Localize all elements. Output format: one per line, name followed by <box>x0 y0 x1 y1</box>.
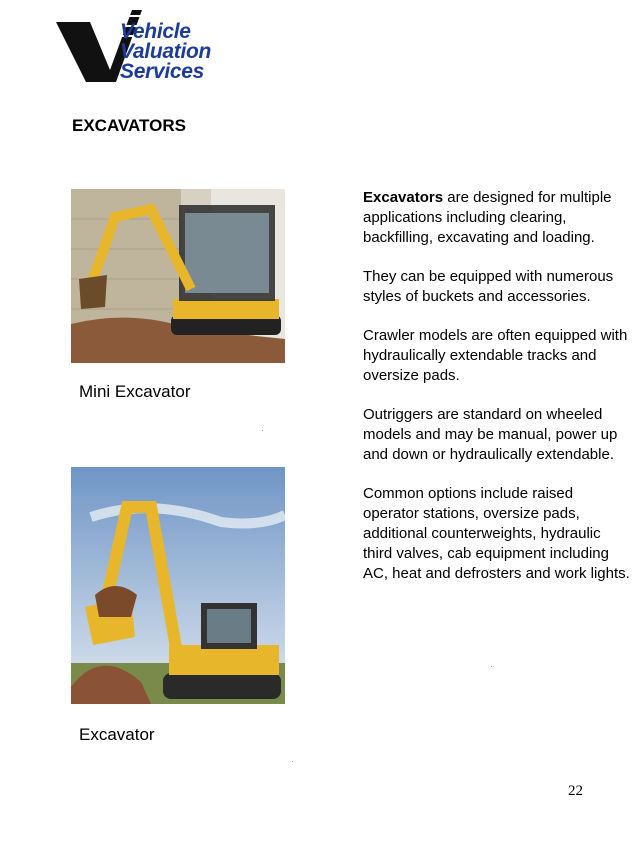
page-title: EXCAVATORS <box>72 116 186 135</box>
stray-dot <box>262 430 263 431</box>
stray-dot <box>491 666 492 667</box>
stray-dot <box>292 761 293 762</box>
intro-rest: are designed for multiple applications including clearing, backfilling, excavating and loading. <box>363 189 612 246</box>
mini-excavator-photo <box>71 189 285 363</box>
excavator-caption: Excavator <box>79 725 155 744</box>
company-logo <box>56 6 246 88</box>
paragraph-options: Common options include raised operator stations, oversize pads, additional counterweights, hydraulic third valves, cab equipment including AC, heat and defrosters and work lights. <box>363 485 630 582</box>
paragraph-crawler: Crawler models are often equipped with hydraulically extendable tracks and oversize pads. <box>363 327 628 384</box>
excavator-photo <box>71 467 285 704</box>
intro-bold: Excavators <box>363 189 444 206</box>
logo-wordmark <box>120 22 211 82</box>
mini-excavator-caption: Mini Excavator <box>79 382 191 401</box>
paragraph-accessories: They can be equipped with numerous styles of buckets and accessories. <box>363 268 614 305</box>
logo-line-2: Valuation <box>120 40 212 63</box>
page-number: 22 <box>568 783 583 799</box>
paragraph-intro <box>363 188 631 248</box>
logo-line-3: Services <box>120 60 205 83</box>
paragraph-outriggers: Outriggers are standard on wheeled models and may be manual, power up and down or hydraulically extendable. <box>363 406 618 463</box>
logo-line-1: Vehicle <box>120 20 191 43</box>
description-text <box>363 188 631 603</box>
